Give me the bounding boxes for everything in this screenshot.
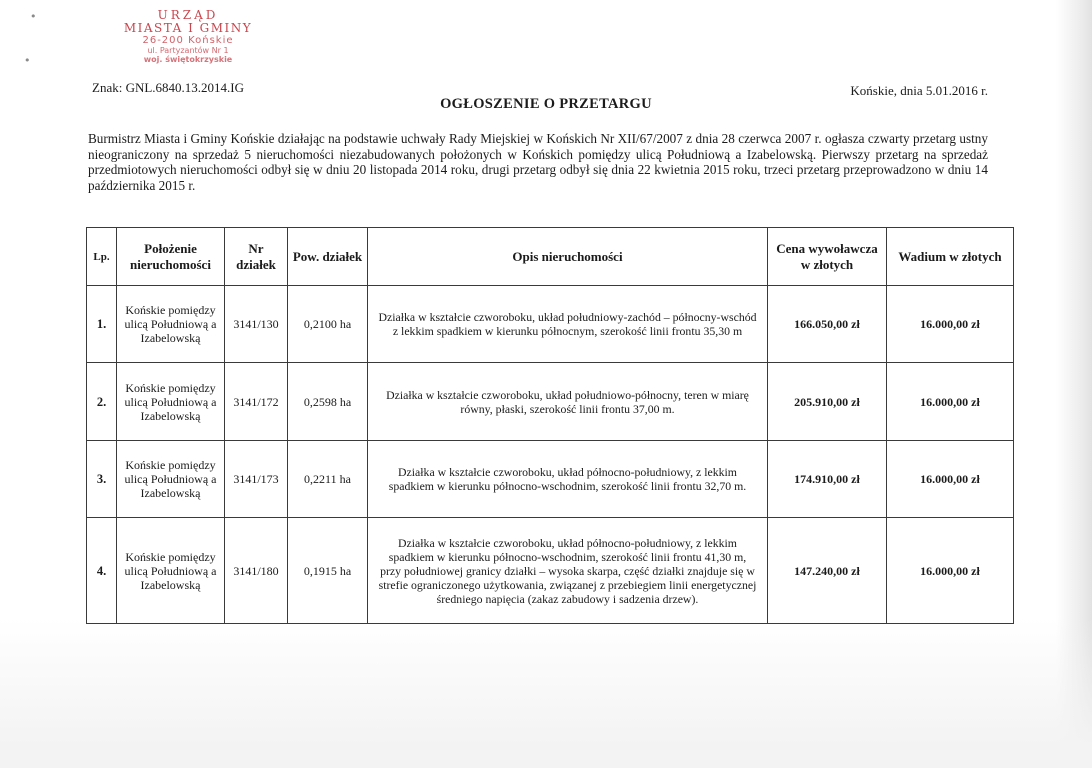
cell-location: Końskie pomiędzy ulicą Południową a Izabelowską — [117, 441, 225, 518]
table-row — [87, 286, 1014, 363]
cell-area: 0,2211 ha — [288, 441, 368, 518]
table-header-row — [87, 228, 1014, 286]
table-row — [87, 518, 1014, 624]
cell-location: Końskie pomiędzy ulicą Południową a Izabelowską — [117, 518, 225, 624]
cell-deposit: 16.000,00 zł — [887, 441, 1014, 518]
header-plot-number: Nr działek — [225, 228, 288, 286]
header-price: Cena wywoławcza w złotych — [768, 228, 887, 286]
stamp-line: woj. świętokrzyskie — [143, 55, 233, 64]
cell-location: Końskie pomiędzy ulicą Południową a Izabelowską — [117, 363, 225, 441]
cell-plot-number: 3141/173 — [225, 441, 288, 518]
stamp-line: ul. Partyzantów Nr 1 — [147, 46, 229, 55]
cell-location: Końskie pomiędzy ulicą Południową a Izabelowską — [117, 286, 225, 363]
document-date: Końskie, dnia 5.01.2016 r. — [850, 83, 988, 98]
stamp-line: URZĄD — [157, 8, 219, 22]
stamp-line: 26-200 Końskie — [142, 35, 234, 46]
cell-lp: 1. — [87, 286, 117, 363]
cell-price: 166.050,00 zł — [768, 286, 887, 363]
scan-bottom-shadow — [0, 618, 1092, 768]
cell-plot-number: 3141/180 — [225, 518, 288, 624]
stamp-line: MIASTA I GMINY — [123, 21, 253, 35]
auction-table — [86, 227, 1014, 624]
cell-lp: 4. — [87, 518, 117, 624]
cell-area: 0,1915 ha — [288, 518, 368, 624]
cell-description: Działka w kształcie czworoboku, układ północno-południowy, z lekkim spadkiem w kierunku północno-wschodnim, szerokość linii frontu 41,30 m, przy południowej granicy działki – wysoka skarpa, część działki znajduje się w strefie ograniczonego użytkowania, związanej z przebiegiem linii energetycznej średniego napięcia (zakaz zabudowy i sadzenia drzew). — [368, 518, 768, 624]
intro-paragraph: Burmistrz Miasta i Gminy Końskie działając na podstawie uchwały Rady Miejskiej w Końskich Nr XII/67/2007 z dnia 28 czerwca 2007 r. ogłasza czwarty przetarg ustny nieograniczony na sprzedaż 5 nieruchomości niezabudowanych położonych w Końskich pomiędzy ulicą Południową a Izabelowską. Pierwszy przetarg na sprzedaż przedmiotowych nieruchomości odbył się w dniu 20 listopada 2014 roku, drugi przetarg odbył się dnia 22 kwietnia 2015 roku, trzeci przetarg przeprowadzono w dniu 14 października 2015 r. — [88, 131, 988, 193]
cell-description: Działka w kształcie czworoboku, układ południowo-północny, teren w miarę równy, płaski, szerokość linii frontu 37,00 m. — [368, 363, 768, 441]
reference-number: Znak: GNL.6840.13.2014.IG — [92, 80, 245, 95]
cell-deposit: 16.000,00 zł — [887, 518, 1014, 624]
scan-speck-icon: • — [30, 10, 37, 23]
header-deposit: Wadium w złotych — [887, 228, 1014, 286]
cell-price: 147.240,00 zł — [768, 518, 887, 624]
document-title: OGŁOSZENIE O PRZETARGU — [440, 96, 652, 112]
cell-deposit: 16.000,00 zł — [887, 363, 1014, 441]
office-stamp — [112, 9, 264, 64]
header-lp: Lp. — [87, 228, 117, 286]
cell-area: 0,2100 ha — [288, 286, 368, 363]
table-row — [87, 441, 1014, 518]
cell-price: 174.910,00 zł — [768, 441, 887, 518]
cell-lp: 3. — [87, 441, 117, 518]
header-location: Położenie nieruchomości — [117, 228, 225, 286]
cell-description: Działka w kształcie czworoboku, układ południowy-zachód – północny-wschód z lekkim spadkiem w kierunku północnym, szerokość linii frontu 35,30 m — [368, 286, 768, 363]
cell-area: 0,2598 ha — [288, 363, 368, 441]
cell-description: Działka w kształcie czworoboku, układ północno-południowy, z lekkim spadkiem w kierunku północno-wschodnim, szerokość linii frontu 32,70 m. — [368, 441, 768, 518]
cell-price: 205.910,00 zł — [768, 363, 887, 441]
header-area: Pow. działek — [288, 228, 368, 286]
header-description: Opis nieruchomości — [368, 228, 768, 286]
scan-speck-icon: • — [24, 54, 31, 67]
cell-plot-number: 3141/172 — [225, 363, 288, 441]
cell-deposit: 16.000,00 zł — [887, 286, 1014, 363]
cell-lp: 2. — [87, 363, 117, 441]
table-row — [87, 363, 1014, 441]
cell-plot-number: 3141/130 — [225, 286, 288, 363]
